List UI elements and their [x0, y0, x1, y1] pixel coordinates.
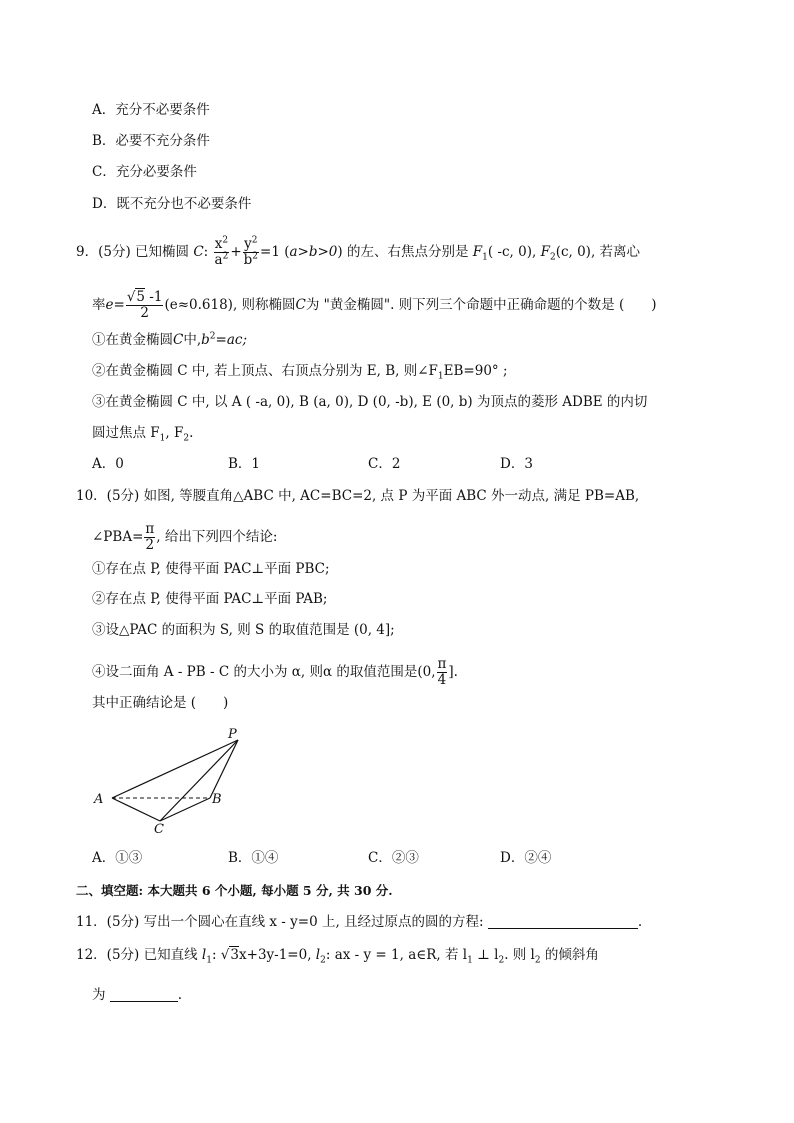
q11-line: 11．(5分) 写出一个圆心在直线 x - y=0 上, 且经过原点的圆的方程: .	[76, 914, 643, 930]
q9-c: C	[193, 244, 204, 260]
q9-option-b: B．1	[228, 456, 261, 472]
q9-statement-3: ③在黄金椭圆 C 中, 以 A ( -a, 0), B (a, 0), D (0, -b), E (0, b) 为顶点的菱形 ADBE 的内切	[92, 394, 648, 410]
q10-statement-3: ③设△PAC 的面积为 S, 则 S 的取值范围是 (0, 4];	[92, 622, 395, 638]
q8-option-a: A．充分不必要条件	[92, 102, 210, 118]
q8-option-d: D．既不充分也不必要条件	[92, 196, 252, 212]
q8-option-b: B．必要不充分条件	[92, 133, 210, 149]
label-c: C	[154, 822, 164, 836]
q10-line1: 10．(5分) 如图, 等腰直角△ABC 中, AC=BC=2, 点 P 为平面 ABC 外一动点, 满足 PB=AB,	[76, 488, 640, 504]
q9-cond: a>b>0	[289, 244, 338, 260]
q10-statement-4: ④设二面角 A - PB - C 的大小为 α, 则α 的取值范围是(0, $\frac{\pi}{4}$ ].	[92, 656, 458, 688]
q9-statement-2: ②在黄金椭圆 C 中, 若上顶点、右顶点分别为 E, B, 则$\angle F_1EB=90^\circ$ ;	[92, 363, 508, 382]
q9-line1: 9．(5分) 已知椭圆 C: $\frac{x^2}{a^2}$ + $\frac{y^2}{b^2}$ =1 (a>b>0) 的左、右焦点分别是 $F_1$( -c, 0), $F_2(c$, 0), 若离心	[76, 235, 641, 268]
label-p: P	[228, 727, 237, 742]
q9-plus: +	[230, 244, 242, 260]
q10-frac-pi2: $\frac{\pi}{2}$	[145, 521, 155, 553]
q10-question: 其中正确结论是 ( )	[92, 695, 229, 711]
edge-ap	[112, 740, 238, 798]
q12-line1: 12．(5分) 已知直线 $l_1$: √3x+3y-1=0, $l_2$: ax - y = 1, a∈R, 若 $l_1$ ⊥ $l_2$. 则 $l_2$ 的倾斜角	[76, 947, 599, 966]
q9-option-c: C．2	[368, 456, 401, 472]
q10-frac-pi4: $\frac{\pi}{4}$	[437, 656, 447, 688]
edge-ac	[112, 798, 160, 821]
q9-text1: ) 的左、右焦点分别是	[337, 244, 469, 260]
label-a: A	[94, 792, 104, 807]
q12-answer-blank[interactable]	[110, 987, 178, 1002]
q9-statement-3-cont: 圆过焦点 $F_1$, $F_2$.	[92, 425, 194, 444]
edge-cp	[160, 740, 238, 821]
q9-option-a: A．0	[92, 456, 124, 472]
q11-answer-blank[interactable]	[488, 914, 638, 929]
q10-option-b: B．①④	[228, 850, 279, 866]
q9-line2: 率e= $\frac{√5 -1}{2}$ (e≈0.618), 则称椭圆C为 "黄金椭圆". 则下列三个命题中正确命题的个数是 ( )	[92, 289, 657, 321]
q9-option-d: D．3	[500, 456, 533, 472]
q9-statement-1: ①在黄金椭圆C中$,b^2=ac$;	[92, 331, 248, 348]
q10-option-d: D．②④	[500, 850, 552, 866]
q10-option-c: C．②③	[368, 850, 419, 866]
q12-line2: 为 .	[92, 987, 183, 1003]
section-heading-fill-in: 二、填空题: 本大题共 6 个小题, 每小题 5 分, 共 30 分.	[76, 883, 393, 898]
edge-cb	[160, 798, 210, 821]
q10-option-a: A．①③	[92, 850, 143, 866]
q10-statement-2: ②存在点 P, 使得平面 PAC⊥平面 PAB;	[92, 591, 328, 607]
q9-frac-x: $\frac{x^2}{a^2}$	[214, 235, 229, 268]
q8-option-c: C．充分必要条件	[92, 164, 197, 180]
q9-colon: :	[203, 244, 209, 260]
q9-frac-y: $\frac{y^2}{b^2}$	[243, 235, 259, 268]
q10-tetrahedron-figure	[88, 724, 248, 836]
q9-number: 9．(5分) 已知椭圆	[76, 244, 190, 260]
q9-golden-ratio: $\frac{√5 -1}{2}$	[126, 289, 163, 321]
q9-eq1: =1 (	[260, 244, 290, 260]
q10-line2: ∠PBA= $\frac{\pi}{2}$ , 给出下列四个结论:	[92, 521, 278, 553]
label-b: B	[212, 792, 222, 807]
edge-bp	[210, 740, 238, 798]
q10-statement-1: ①存在点 P, 使得平面 PAC⊥平面 PBC;	[92, 561, 330, 577]
